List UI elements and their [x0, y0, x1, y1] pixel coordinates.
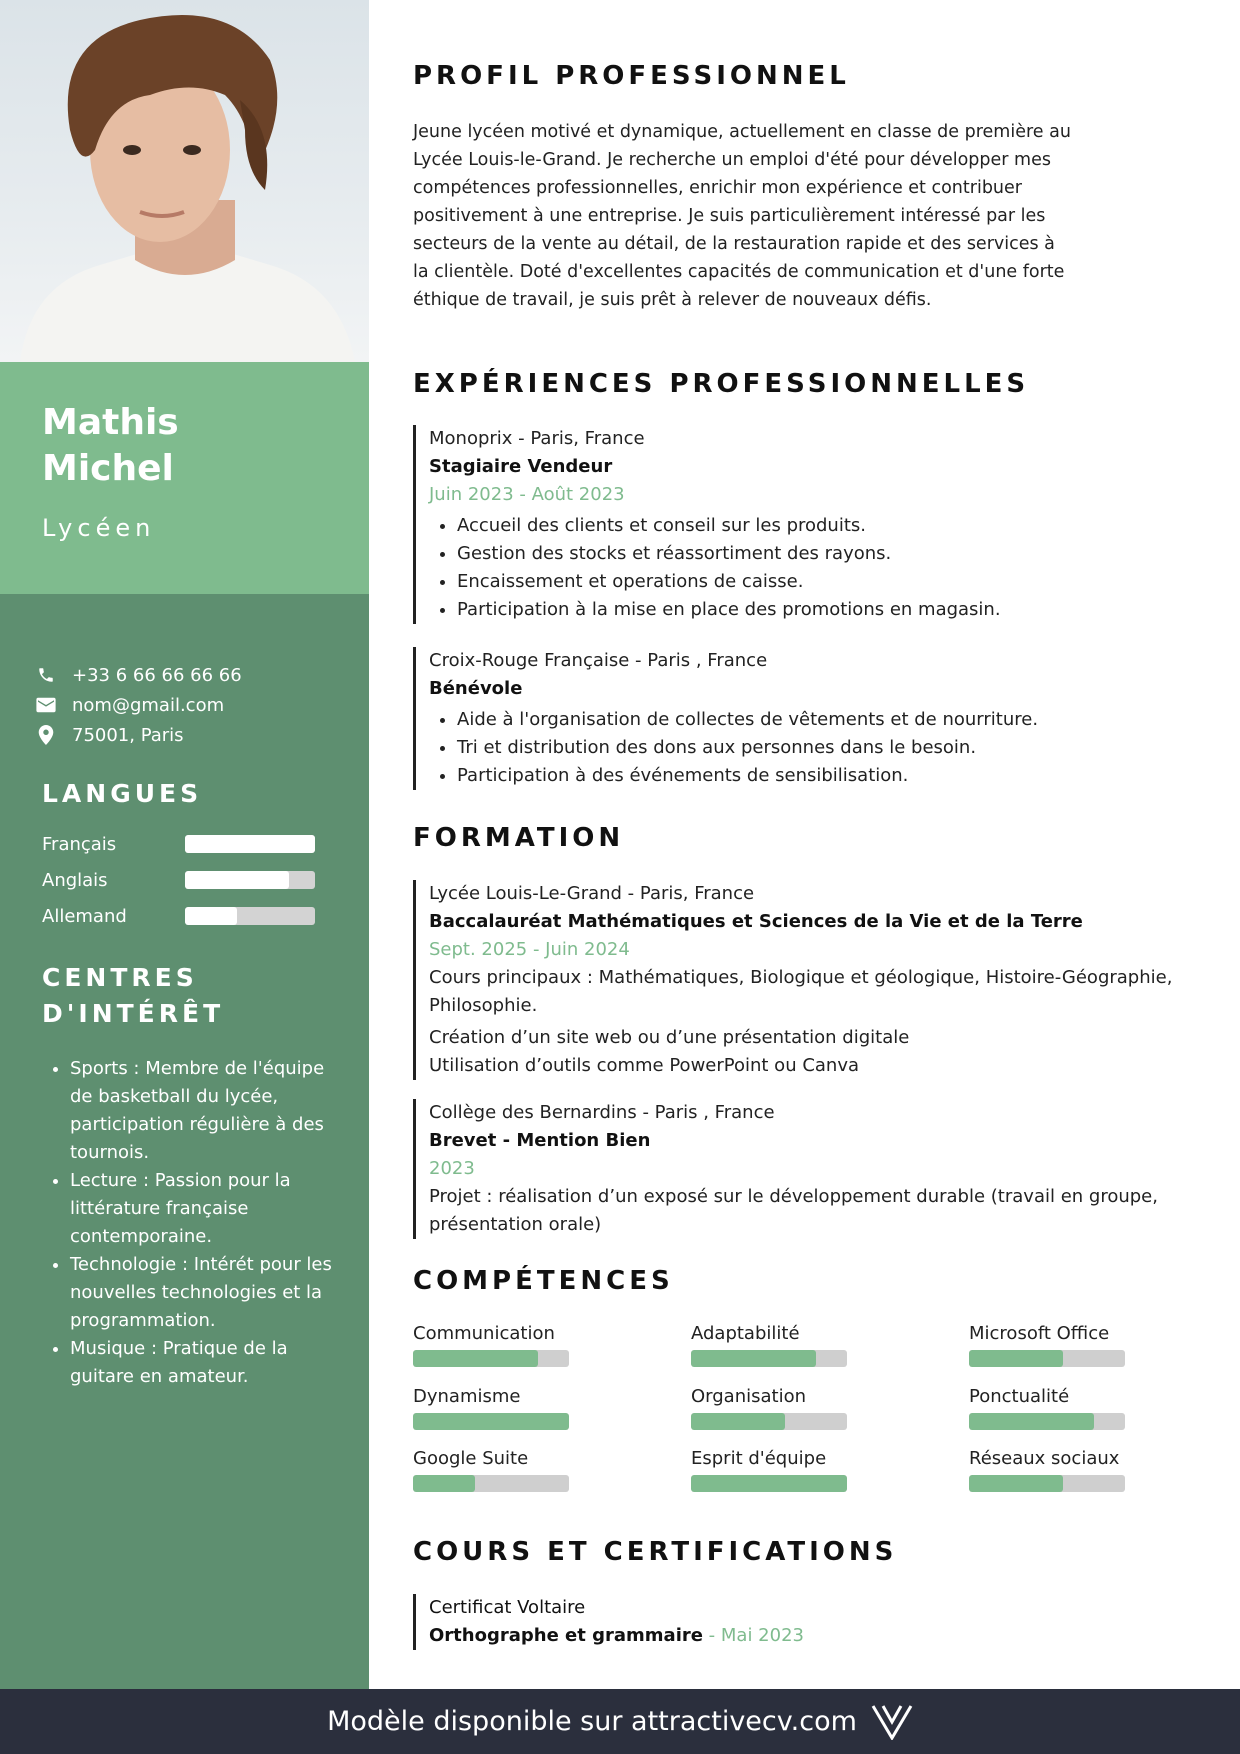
interests-title-line1: CENTRES — [42, 963, 198, 992]
list-item: • Accueil des clients et conseil sur les produits. — [457, 512, 1001, 540]
certification-line — [429, 1622, 804, 1650]
skill-level-bar — [691, 1475, 847, 1492]
education-org: Lycée Louis-Le-Grand - Paris, France — [429, 883, 755, 904]
education-projects — [429, 1024, 1172, 1080]
skill-item — [413, 1447, 569, 1492]
skill-level-bar — [969, 1350, 1125, 1367]
contact-address — [36, 720, 242, 750]
education-project-line: Création d’un site web ou d’une présentation digitale — [429, 1027, 910, 1048]
footer-banner[interactable] — [0, 1689, 1240, 1754]
skill-label: Google Suite — [413, 1448, 529, 1469]
education-entry — [413, 880, 1172, 1080]
interest-item: • Musique : Pratique de la guitare en amateur. — [70, 1335, 332, 1391]
address-text: 75001, Paris — [72, 724, 184, 746]
person-name — [42, 400, 179, 492]
skill-level-bar — [969, 1475, 1125, 1492]
skill-label: Organisation — [691, 1386, 807, 1407]
profile-photo — [0, 0, 369, 362]
experience-position: Stagiaire Vendeur — [429, 456, 613, 477]
location-pin-icon — [36, 725, 56, 745]
skill-level-bar — [413, 1475, 569, 1492]
contact-list — [36, 660, 242, 750]
interests-title — [42, 960, 224, 1032]
skill-level-fill — [969, 1475, 1063, 1492]
skill-item — [413, 1385, 569, 1430]
education-degree: Brevet - Mention Bien — [429, 1130, 651, 1151]
experience-bullets — [429, 512, 1001, 624]
education-project-line: Utilisation d’outils comme PowerPoint ou Canva — [429, 1055, 860, 1076]
first-name: Mathis — [42, 402, 179, 443]
interest-item: • Technologie : Intérét pour les nouvelles technologies et la programmation. — [70, 1251, 332, 1335]
education-date: Sept. 2025 - Juin 2024 — [429, 939, 630, 960]
experience-org: Monoprix - Paris, France — [429, 428, 645, 449]
experience-bullets — [429, 706, 1038, 790]
sidebar — [0, 0, 369, 1689]
person-title: Lycéen — [42, 514, 156, 542]
language-level-bar — [185, 871, 315, 889]
skill-level-bar — [969, 1413, 1125, 1430]
list-item: • Aide à l'organisation de collectes de vêtements et de nourriture. — [457, 706, 1038, 734]
experience-title: EXPÉRIENCES PROFESSIONNELLES — [413, 369, 1030, 399]
language-level-fill — [185, 907, 237, 925]
education-entry — [413, 1099, 1158, 1239]
experience-entry — [413, 647, 1038, 790]
skill-level-bar — [691, 1413, 847, 1430]
interests-title-line2: D'INTÉRÊT — [42, 999, 225, 1028]
language-label: Français — [42, 833, 117, 855]
education-courses-line: Philosophie. — [429, 995, 538, 1016]
last-name: Michel — [42, 448, 174, 489]
experience-entry — [413, 425, 1001, 624]
skill-level-bar — [691, 1350, 847, 1367]
experience-date: Juin 2023 - Août 2023 — [429, 484, 625, 505]
skill-level-fill — [413, 1350, 538, 1367]
experience-position: Bénévole — [429, 678, 523, 699]
skill-item — [969, 1322, 1125, 1367]
education-title: FORMATION — [413, 823, 625, 853]
language-row — [42, 898, 322, 934]
skills-title: COMPÉTENCES — [413, 1266, 674, 1296]
education-org: Collège des Bernardins - Paris , France — [429, 1102, 775, 1123]
skill-item — [413, 1322, 569, 1367]
education-date: 2023 — [429, 1158, 475, 1179]
footer-text: Modèle disponible sur attractivecv.com — [327, 1706, 857, 1737]
education-project-line: présentation orale) — [429, 1214, 602, 1235]
interest-item: • Lecture : Passion pour la littérature française contemporaine. — [70, 1167, 332, 1251]
skill-label: Adaptabilité — [691, 1323, 800, 1344]
languages-title: LANGUES — [42, 779, 203, 808]
list-item: • Encaissement et operations de caisse. — [457, 568, 1001, 596]
certification-name: Orthographe et grammaire — [429, 1625, 703, 1646]
name-block — [0, 362, 369, 594]
attractivecv-logo-icon — [871, 1704, 913, 1740]
certifications-title: COURS ET CERTIFICATIONS — [413, 1537, 898, 1567]
list-item: • Participation à la mise en place des promotions en magasin. — [457, 596, 1001, 624]
skill-label: Ponctualité — [969, 1386, 1070, 1407]
skill-label: Réseaux sociaux — [969, 1448, 1120, 1469]
skill-level-fill — [413, 1413, 569, 1430]
phone-text: +33 6 66 66 66 66 — [72, 664, 242, 686]
skill-level-bar — [413, 1350, 569, 1367]
contact-phone[interactable] — [36, 660, 242, 690]
skill-level-fill — [691, 1413, 785, 1430]
education-courses — [429, 964, 1172, 1020]
skill-label: Dynamisme — [413, 1386, 521, 1407]
profile-title: PROFIL PROFESSIONNEL — [413, 61, 850, 91]
language-label: Anglais — [42, 869, 108, 891]
education-degree: Baccalauréat Mathématiques et Sciences de la Vie et de la Terre — [429, 911, 1083, 932]
education-project-line: Projet : réalisation d’un exposé sur le développement durable (travail en groupe, — [429, 1186, 1158, 1207]
skill-label: Esprit d'équipe — [691, 1448, 827, 1469]
language-level-fill — [185, 871, 289, 889]
email-text: nom@gmail.com — [72, 694, 225, 716]
skill-item — [969, 1447, 1125, 1492]
list-item: • Tri et distribution des dons aux personnes dans le besoin. — [457, 734, 1038, 762]
skill-label: Communication — [413, 1323, 555, 1344]
skill-level-fill — [413, 1475, 475, 1492]
skill-item — [969, 1385, 1125, 1430]
skill-level-fill — [969, 1413, 1094, 1430]
language-level-bar — [185, 835, 315, 853]
experience-org: Croix-Rouge Française - Paris , France — [429, 650, 768, 671]
phone-icon — [36, 665, 56, 685]
skill-level-bar — [413, 1413, 569, 1430]
language-row — [42, 826, 322, 862]
contact-email[interactable] — [36, 690, 242, 720]
certification-issuer: Certificat Voltaire — [429, 1597, 586, 1618]
language-level-fill — [185, 835, 315, 853]
list-item: • Gestion des stocks et réassortiment des rayons. — [457, 540, 1001, 568]
language-level-bar — [185, 907, 315, 925]
skill-level-fill — [691, 1350, 816, 1367]
education-project — [429, 1183, 1158, 1239]
skill-level-fill — [691, 1475, 847, 1492]
skill-item — [691, 1322, 847, 1367]
language-label: Allemand — [42, 905, 127, 927]
language-row — [42, 862, 322, 898]
skill-level-fill — [969, 1350, 1063, 1367]
education-courses-line: Cours principaux : Mathématiques, Biologique et géologique, Histoire-Géographie, — [429, 967, 1173, 988]
languages-list — [42, 826, 322, 934]
list-item: • Participation à des événements de sensibilisation. — [457, 762, 1038, 790]
mail-icon — [36, 695, 56, 715]
interest-item: • Sports : Membre de l'équipe de basketball du lycée, participation régulière à des tournois. — [70, 1055, 332, 1167]
profile-text: Jeune lycéen motivé et dynamique, actuellement en classe de première au Lycée Louis-le-Grand. Je recherche un emploi d'été pour développer mes compétences professionnelles, enrichir mon expérience et contribuer positivement à une entreprise. Je suis particulièrement intéressé par les secteurs de la vente au détail, de la restauration rapide et des services à la clientèle. Doté d'excellentes capacités de communication et d'une forte éthique de travail, je suis prêt à relever de nouveaux défis. — [413, 122, 1071, 310]
certification-date: - Mai 2023 — [702, 1625, 804, 1646]
interests-list — [42, 1055, 332, 1391]
skill-label: Microsoft Office — [969, 1323, 1110, 1344]
skill-item — [691, 1385, 847, 1430]
skill-item — [691, 1447, 847, 1492]
certification-entry — [413, 1594, 804, 1650]
